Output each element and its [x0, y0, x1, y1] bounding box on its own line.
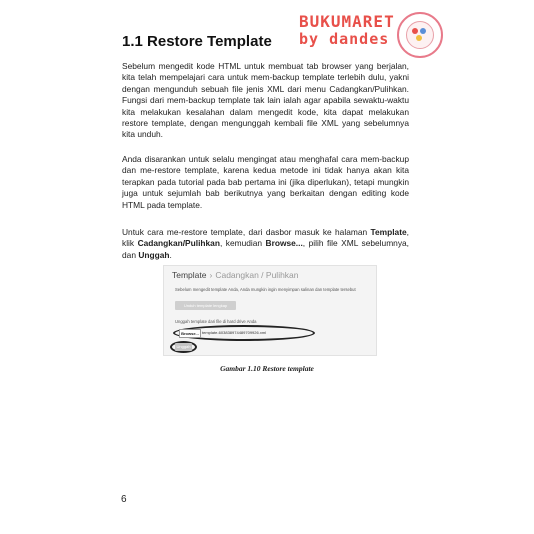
- p3-bold-template: Template: [370, 227, 407, 237]
- figure-breadcrumb: [172, 270, 299, 280]
- p3-bold-cadangkan: Cadangkan/Pulihkan: [137, 238, 220, 249]
- paragraph-3: [122, 227, 409, 261]
- watermark-seal-logo: [397, 12, 443, 58]
- watermark-line2: by dandes: [299, 30, 390, 48]
- breadcrumb-chevron-icon: ›: [209, 270, 213, 280]
- figure-description: Sebelum mengedit template Anda, Anda mungkin ingin menyimpan salinan dan template tersebut: [175, 287, 356, 292]
- p3-bold-unggah: Unggah: [138, 249, 170, 260]
- upload-label: Unggah template dari file di hard drive Anda: [175, 319, 257, 324]
- p3-text-end: .: [169, 249, 172, 260]
- section-heading: 1.1 Restore Template: [122, 33, 272, 50]
- figure-caption: Gambar 1.10 Restore template: [220, 364, 314, 373]
- p3-text-mid3: , pilih file XML sebelumnya, dan: [122, 238, 409, 260]
- p3-text-start: Untuk cara me-restore template, dari dasbor masuk ke halaman: [122, 227, 371, 237]
- seal-dot-red: [412, 28, 418, 34]
- watermark-line1: BUKUMARET: [299, 12, 395, 31]
- browse-button[interactable]: Browse...: [179, 329, 201, 338]
- paragraph-1: Sebelum mengedit kode HTML untuk membuat tab browser yang berjalan, kita telah mempelajari cara untuk mem-backup template terlebih dulu, yakni dengan mengunduh sebuah file jenis XML dari menu Cadangkan/Pulihkan. Fungsi dari mem-backup template tak lain ialah agar apabila sewaktu-waktu kita melakukan kesalahan dalam mengedit kode, kita dapat melakukan restore template, dengan mengunggah kembali file XML yang sebelumnya kita unduh.: [122, 61, 409, 140]
- restore-template-screenshot: [163, 265, 377, 356]
- seal-dot-yellow: [416, 35, 422, 41]
- paragraph-2: Anda disarankan untuk selalu mengingat atau menghafal cara mem-backup dan me-restore template, karena kedua metode ini tidak hanya akan kita terapkan pada tutorial pada bab pertama ini (jika diperlukan), tetapi mungkin juga untuk sejumlah bab berikutnya yang berkaitan dengan editing kode HTML pada template.: [122, 154, 409, 210]
- page-number: 6: [121, 494, 127, 505]
- p3-bold-browse: Browse...: [265, 238, 303, 249]
- breadcrumb-cadangkan: Cadangkan / Pulihkan: [215, 270, 299, 280]
- breadcrumb-template: Template: [172, 270, 207, 280]
- seal-dot-blue: [420, 28, 426, 34]
- selected-file-name: template-603838974489709926.xml: [202, 330, 267, 335]
- p3-text-mid1: , klik: [122, 227, 409, 249]
- download-template-button[interactable]: Unduh template lengkap: [175, 301, 236, 310]
- upload-button[interactable]: Unggah: [176, 344, 191, 349]
- p3-text-mid2: , kemudian: [219, 238, 266, 249]
